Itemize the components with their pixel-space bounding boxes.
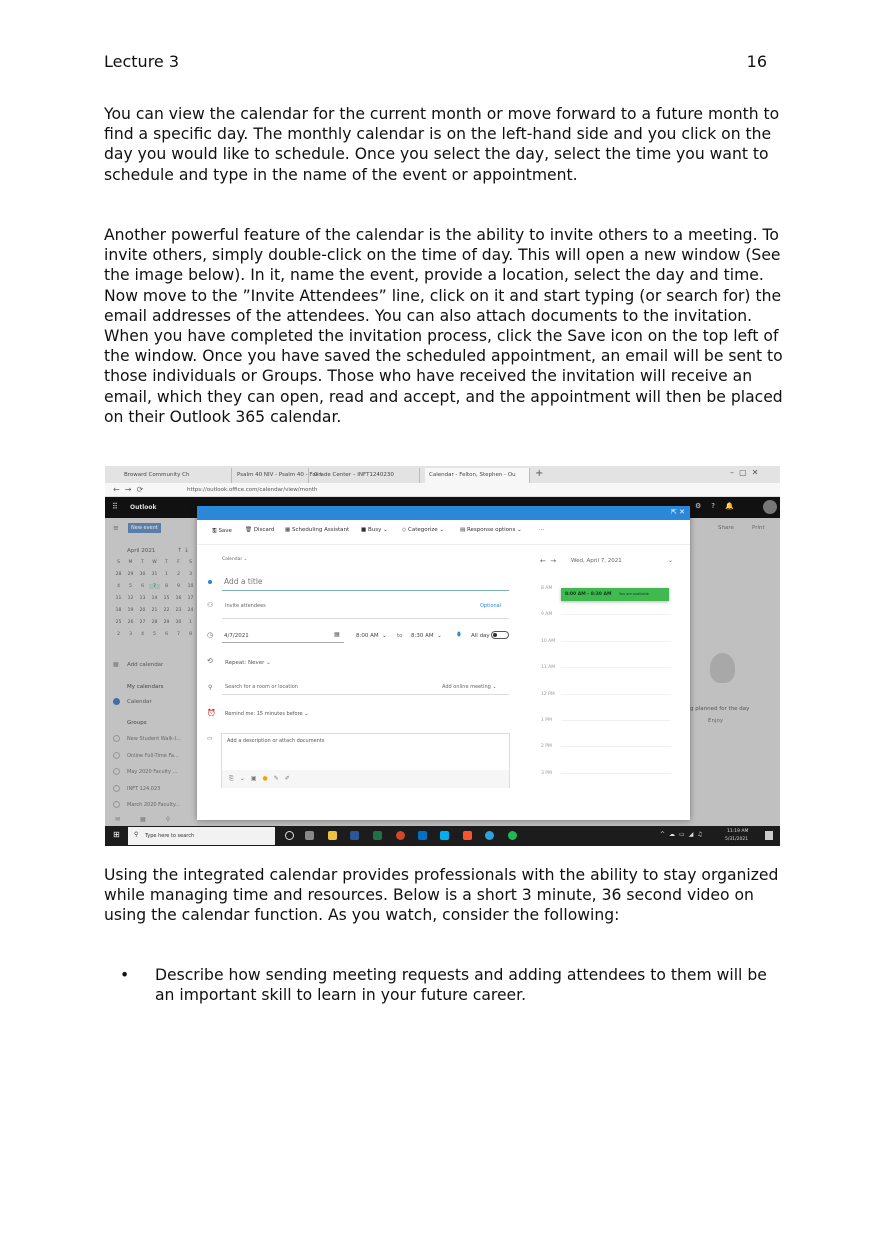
more-icon[interactable]: ··· — [539, 527, 545, 533]
hour-gridline — [561, 641, 671, 642]
group-radio-icon[interactable] — [113, 801, 120, 808]
calendar-day[interactable]: 16 — [175, 596, 182, 601]
calendar-day[interactable]: 25 — [115, 620, 122, 625]
calendar-day[interactable]: 5 — [153, 632, 156, 637]
optional-link[interactable]: Optional — [480, 603, 502, 609]
location-icon: ⚲ — [208, 684, 213, 691]
browser-tab-bar — [105, 466, 780, 483]
balloon-illustration — [710, 653, 735, 683]
all-day-toggle[interactable] — [491, 631, 509, 639]
checked-icon[interactable] — [113, 698, 120, 705]
app-launcher-icon[interactable]: ⠿ — [112, 502, 118, 511]
timezone-icon[interactable]: ⬮ — [457, 631, 461, 638]
dialog-header — [197, 506, 690, 520]
calendar-day[interactable]: 27 — [139, 620, 146, 625]
app-name: Outlook — [130, 504, 157, 511]
group-radio-icon[interactable] — [113, 785, 120, 792]
powerpoint-icon[interactable] — [396, 831, 405, 840]
group-item[interactable]: New Student Walk-I... — [127, 736, 181, 742]
new-event-button[interactable]: New event — [128, 523, 161, 533]
spotify-icon[interactable] — [508, 831, 517, 840]
description-box[interactable] — [221, 733, 510, 788]
header-lecture: Lecture 3 — [104, 52, 180, 71]
calendar-day[interactable]: 1 — [189, 620, 192, 625]
system-tray-icons[interactable]: ^☁▭◢♫ — [660, 831, 707, 838]
calendar-day[interactable]: 4 — [141, 632, 144, 637]
categorize-dropdown[interactable]: ◇ Categorize ⌄ — [402, 527, 445, 533]
title-input[interactable]: Add a title — [224, 577, 263, 586]
paragraph-1: You can view the calendar for the current month or move forward to a future month to find a specific day. The monthly calendar is on the left-hand side and you click on the day you would like to schedule. Once you select the day, select the time you want to schedule and type in the name of the event or appointment. — [104, 105, 780, 184]
taskbar-search[interactable] — [128, 827, 275, 845]
outlook-screenshot — [105, 466, 780, 846]
person-icon: ⚇ — [207, 601, 214, 609]
hour-label: 9 AM — [541, 612, 553, 618]
event-time: 8:00 AM - 8:30 AM — [565, 592, 612, 597]
calendar-day[interactable]: 6 — [141, 584, 144, 589]
nav-arrows-icon[interactable]: ← → ⟳ — [113, 485, 144, 494]
hour-label: 10 AM — [541, 638, 556, 644]
event-block[interactable] — [561, 588, 669, 601]
window-controls-icon[interactable]: – ▢ ✕ — [730, 468, 759, 477]
repeat-icon: ⟲ — [207, 657, 213, 665]
popout-close-icon[interactable]: ⇱ ✕ — [671, 508, 685, 516]
bullet-text: Describe how sending meeting requests and adding attendees to them will be an important skill to learn in your future career. — [155, 966, 767, 1005]
calendar-day[interactable]: 1 — [165, 572, 168, 577]
weekday-label: S — [117, 560, 120, 565]
right-pane — [690, 518, 780, 826]
group-item[interactable]: March 2020 Faculty... — [127, 802, 180, 808]
url-text[interactable]: https://outlook.office.com/calendar/view/month — [187, 487, 318, 493]
calendar-day[interactable]: 7 — [149, 584, 160, 589]
clock-time: 11:19 AM — [727, 829, 749, 834]
repeat-dropdown[interactable]: Repeat: Never ⌄ — [225, 660, 271, 666]
browser-tab-active[interactable]: Calendar - Felton, Stephen - Ou — [425, 468, 530, 483]
browser-tab[interactable]: Grade Center – INFT1240230 — [310, 468, 420, 483]
hour-gridline — [561, 720, 671, 721]
share-button[interactable]: Share — [718, 525, 734, 531]
format-toolbar — [222, 770, 509, 788]
hour-gridline — [561, 773, 671, 774]
calendar-day[interactable]: 12 — [127, 596, 134, 601]
calendar-day[interactable]: 4 — [117, 584, 120, 589]
cortana-icon[interactable] — [285, 831, 294, 840]
calendar-day[interactable]: 14 — [151, 596, 158, 601]
hour-label: 12 PM — [541, 691, 555, 697]
new-event-dialog — [197, 506, 690, 820]
sidebar — [105, 518, 197, 826]
calendar-day[interactable]: 29 — [163, 620, 170, 625]
windows-taskbar — [105, 826, 780, 846]
weekday-label: F — [177, 560, 180, 565]
invite-attendees-input[interactable]: Invite attendees — [225, 603, 266, 609]
calendar-day[interactable]: 18 — [115, 608, 122, 613]
group-item[interactable]: Online Full-Time Fa... — [127, 752, 179, 759]
weekday-label: M — [128, 560, 133, 565]
end-time-dropdown[interactable]: 8:30 AM ⌄ — [411, 633, 442, 639]
weekday-label: T — [165, 560, 168, 565]
clock-icon: ◷ — [207, 631, 214, 639]
calendar-day[interactable]: 17 — [187, 596, 194, 601]
add-calendar-icon: ▦ — [113, 661, 119, 668]
event-note: You are available — [619, 592, 649, 596]
bottom-nav-icons[interactable]: ✉▦⚲ — [115, 816, 191, 823]
calendar-item[interactable]: Calendar — [127, 699, 152, 705]
save-button[interactable]: 🖫 Save — [212, 528, 232, 534]
hour-gridline — [561, 746, 671, 747]
calendar-day[interactable]: 8 — [165, 584, 168, 589]
taskbar-search-input[interactable]: Type here to search — [145, 833, 195, 839]
page-number: 16 — [746, 52, 767, 71]
to-label: to — [397, 633, 403, 639]
brave-icon[interactable] — [463, 831, 472, 840]
hour-gridline — [561, 694, 671, 695]
description-input[interactable]: Add a description or attach documents — [227, 738, 325, 744]
calendar-day[interactable]: 30 — [139, 572, 146, 577]
calendar-day[interactable]: 11 — [115, 596, 122, 601]
location-input[interactable]: Search for a room or location — [225, 684, 298, 690]
edge-icon[interactable] — [485, 831, 494, 840]
calendar-day[interactable]: 26 — [127, 620, 134, 625]
calendar-day[interactable]: 9 — [177, 584, 180, 589]
hour-label: 3 PM — [541, 770, 552, 776]
attach-image-emoji-icons[interactable]: ⎘⌄▣●✎✐ — [229, 775, 296, 782]
hour-label: 2 PM — [541, 744, 552, 750]
group-item[interactable]: INFT 124.023 — [127, 785, 161, 792]
calendar-day[interactable]: 15 — [163, 596, 170, 601]
response-options-dropdown[interactable]: ▤ Response options ⌄ — [460, 527, 522, 533]
groups-label[interactable]: Groups — [127, 720, 147, 726]
hour-label: 8 AM — [541, 586, 553, 591]
day-view-date: Wed, April 7, 2021 — [571, 558, 622, 564]
group-radio-icon[interactable] — [113, 735, 120, 742]
print-button[interactable]: Print — [752, 525, 765, 531]
calendar-day[interactable]: 20 — [139, 608, 146, 613]
month-label: April 2021 — [127, 548, 156, 554]
calendar-day[interactable]: 21 — [151, 608, 158, 613]
outlook-icon[interactable] — [418, 831, 427, 840]
reminder-dropdown[interactable]: Remind me: 15 minutes before ⌄ — [225, 711, 309, 717]
calendar-day[interactable]: 2 — [177, 572, 180, 577]
hour-label: 1 PM — [541, 718, 552, 723]
group-radio-icon[interactable] — [113, 752, 120, 759]
word-icon[interactable] — [350, 831, 359, 840]
empty-day-text: g planned for the day — [690, 706, 750, 712]
paragraph-3: Using the integrated calendar provides professionals with the ability to stay organized while managing time and resources. Below is a short 3 minute, 36 second video on using the calendar function. As you watch, consider the following: — [104, 866, 779, 925]
search-icon: ⚲ — [134, 831, 139, 838]
hour-label: 11 AM — [541, 665, 556, 671]
calendar-day[interactable]: 24 — [187, 608, 194, 613]
calendar-day[interactable]: 3 — [189, 572, 192, 577]
hour-gridline — [561, 614, 671, 615]
calendar-day[interactable]: 22 — [163, 608, 170, 613]
scheduling-assistant-button[interactable]: ▦ Scheduling Assistant — [285, 527, 350, 533]
address-bar[interactable] — [105, 483, 780, 497]
start-icon[interactable]: ⊞ — [113, 830, 120, 839]
calendar-day[interactable]: 23 — [175, 608, 182, 613]
new-tab-icon[interactable]: + — [535, 468, 544, 479]
header-icons[interactable]: ⚙?🔔 — [695, 502, 744, 510]
weekday-label: T — [141, 560, 144, 565]
required-dot-icon — [208, 580, 212, 584]
all-day-label: All day — [471, 633, 490, 639]
calendar-day[interactable]: 5 — [129, 584, 132, 589]
calendar-day[interactable]: 28 — [115, 572, 122, 577]
online-meeting-dropdown[interactable]: Add online meeting ⌄ — [442, 684, 497, 690]
busy-dropdown[interactable]: ■ Busy ⌄ — [361, 527, 388, 533]
date-input[interactable]: 4/7/2021 — [224, 633, 249, 639]
calendar-day[interactable]: 29 — [127, 572, 134, 577]
hour-gridline — [561, 667, 671, 668]
date-picker-icon[interactable]: ▦ — [334, 631, 340, 638]
menu-icon[interactable]: ≡ — [113, 524, 119, 532]
enjoy-text: Enjoy — [708, 718, 724, 724]
browser-tab[interactable]: Psalm 40 NIV - Psalm 40 - For t — [233, 468, 309, 483]
my-calendars-label[interactable]: My calendars — [127, 684, 164, 690]
calendar-day[interactable]: 28 — [151, 620, 158, 625]
group-item[interactable]: May 2020 Faculty ... — [127, 769, 178, 775]
file-explorer-icon[interactable] — [328, 831, 337, 840]
task-view-icon[interactable] — [305, 831, 314, 840]
clock-date: 5/31/2021 — [725, 837, 749, 842]
avatar[interactable] — [763, 500, 777, 514]
excel-icon[interactable] — [373, 831, 382, 840]
calendar-day[interactable]: 30 — [175, 620, 182, 625]
day-nav-arrows-icon[interactable]: ← → — [540, 557, 557, 565]
calendar-day[interactable]: 3 — [129, 632, 132, 637]
notes-icon: ▭ — [207, 736, 213, 742]
group-radio-icon[interactable] — [113, 768, 120, 775]
month-nav-icon[interactable]: ↑ ↓ — [177, 547, 189, 554]
alarm-icon: ⏰ — [207, 709, 216, 717]
calendar-day[interactable]: 31 — [151, 572, 158, 577]
calendar-day[interactable]: 7 — [177, 632, 180, 637]
notifications-icon[interactable] — [765, 831, 773, 840]
discard-button[interactable]: 🗑 Discard — [245, 527, 275, 533]
calendar-day[interactable]: 2 — [117, 632, 120, 637]
start-time-dropdown[interactable]: 8:00 AM ⌄ — [356, 633, 387, 639]
browser-tab[interactable]: Broward Community Ch — [120, 468, 232, 483]
calendar-day[interactable]: 13 — [139, 596, 146, 601]
calendar-dropdown[interactable]: Calendar ⌄ — [222, 557, 248, 562]
paragraph-2: Another powerful feature of the calendar is the ability to invite others to a meeting. To invite others, simply double-click on the time of day. This will open a new window (See the image below). In it, name the event, provide a location, select the day and time. Now move to the ”Invite Attendees” line, click on it and start typing (or search for) the email addresses of the attendees. You can also attach documents to the invitation. When you have completed the invitation process, click the Save icon on the top left of the window. Once you have saved the scheduled appointment, an email will be sent to those individuals or Groups. Those who have received the invitation will receive an email, which they can open, read and accept, and the appointment will then be placed on their Outlook 365 calendar. — [104, 226, 783, 426]
calendar-day[interactable]: 8 — [189, 632, 192, 637]
skype-icon[interactable] — [440, 831, 449, 840]
weekday-label: S — [189, 560, 192, 565]
add-calendar-link[interactable]: Add calendar — [127, 662, 164, 668]
calendar-day[interactable]: 19 — [127, 608, 134, 613]
calendar-day[interactable]: 6 — [165, 632, 168, 637]
mini-calendar — [113, 560, 197, 640]
chevron-down-icon[interactable]: ⌄ — [668, 557, 674, 564]
calendar-day[interactable]: 10 — [187, 584, 194, 589]
weekday-label: W — [152, 560, 157, 565]
bullet-icon: • — [120, 966, 130, 984]
